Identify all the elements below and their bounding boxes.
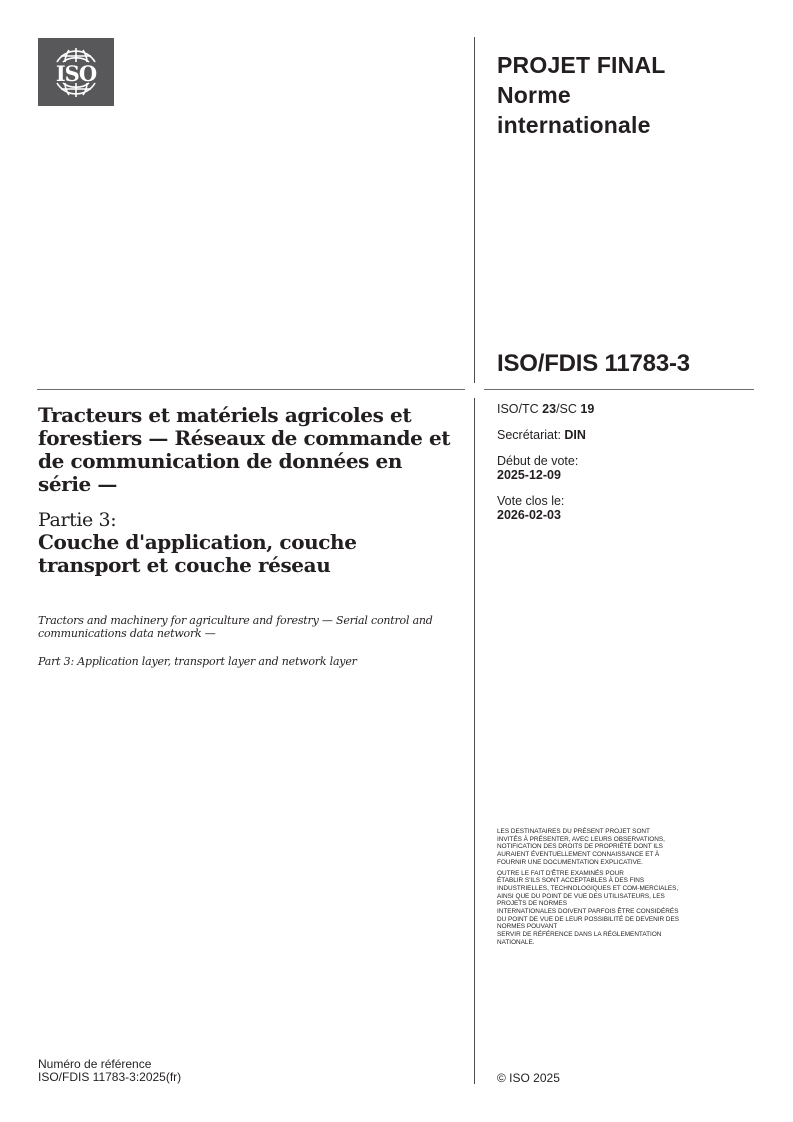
- notice-line: NATIONALE.: [497, 938, 535, 946]
- notice-line: ÉTABLIR S'ILS SONT ACCEPTABLES À DES FINS: [497, 877, 645, 885]
- notice-line: NOTIFICATION DES DROITS DE PROPRIÉTÉ DONT ILS: [497, 843, 663, 851]
- tc-prefix: ISO/TC: [497, 402, 543, 416]
- notice-line: INVITÉS À PRÉSENTER, AVEC LEURS OBSERVATIONS,: [497, 835, 665, 843]
- notice-line: PROJETS DE NORMES: [497, 900, 567, 908]
- vote-start: [497, 454, 578, 482]
- reference-label: Numéro de référence: [38, 1057, 152, 1071]
- notice-line: AINSI QUE DU POINT DE VUE DES UTILISATEURS, LES: [497, 892, 665, 900]
- notice-line: LES DESTINATAIRES DU PRÉSENT PROJET SONT: [497, 828, 650, 835]
- vote-close: [497, 494, 564, 522]
- english-part-title: Part 3: Application layer, transport layer and network layer: [38, 655, 357, 668]
- notice-line: OUTRE LE FAIT D'ÊTRE EXAMINÉS POUR: [497, 869, 624, 877]
- reference-number: ISO/FDIS 11783-3:2025(fr): [38, 1070, 182, 1084]
- iso-logo: [38, 38, 114, 106]
- vertical-divider-top: [474, 37, 475, 383]
- sc-prefix: /SC: [556, 402, 581, 416]
- title-block: [38, 404, 458, 577]
- notice-line: INTERNATIONALES DOIVENT PARFOIS ÊTRE CONSIDÉRÉS: [497, 908, 679, 916]
- secretariat-label: Secrétariat:: [497, 428, 565, 442]
- vote-start-date: 2025-12-09: [497, 468, 561, 482]
- main-title: Tracteurs et matériels agricoles et forestiers — Réseaux de commande et de communication de données en série —: [38, 403, 451, 496]
- committee-reference: [497, 402, 594, 416]
- document-number: ISO/FDIS 11783-3: [497, 350, 690, 377]
- sc-number: 19: [580, 402, 595, 416]
- horizontal-rule-left: [37, 389, 465, 390]
- stage-line-3: internationale: [497, 112, 651, 138]
- stage-line-1: PROJET FINAL: [497, 52, 666, 78]
- vote-close-label: Vote clos le:: [497, 494, 565, 508]
- notice-line: FOURNIR UNE DOCUMENTATION EXPLICATIVE.: [497, 858, 643, 866]
- copyright: © ISO 2025: [497, 1071, 560, 1085]
- horizontal-rule-right: [484, 389, 754, 390]
- tc-number: 23: [542, 402, 557, 416]
- secretariat-value: DIN: [564, 428, 586, 442]
- iso-logo-icon: [43, 42, 109, 102]
- vertical-divider-bottom: [474, 398, 475, 1084]
- iso-logo-text: ISO: [55, 61, 97, 86]
- document-stage: [497, 50, 666, 140]
- english-main-title: Tractors and machinery for agriculture and forestry — Serial control and communications data network —: [38, 614, 433, 640]
- notice-line: DU POINT DE VUE DE LEUR POSSIBILITÉ DE DEVENIR DES: [497, 915, 680, 923]
- notice-line: NORMES POUVANT: [497, 923, 558, 931]
- stage-line-2: Norme: [497, 82, 571, 108]
- vote-start-label: Début de vote:: [497, 454, 579, 468]
- secretariat: [497, 428, 586, 442]
- notice-line: SERVIR DE RÉFÉRENCE DANS LA RÉGLEMENTATION: [497, 931, 662, 939]
- notice-paragraph-1: [497, 828, 757, 867]
- part-label: Partie 3:: [38, 509, 117, 531]
- notice-line: INDUSTRIELLES, TECHNOLOGIQUES ET COM-MERCIALES,: [497, 884, 679, 892]
- notice-line: AURAIENT ÉVENTUELLEMENT CONNAISSANCE ET À: [497, 851, 660, 859]
- draft-notice: [497, 828, 757, 950]
- part-title: Couche d'application, couche transport et couche réseau: [38, 530, 357, 577]
- vote-close-date: 2026-02-03: [497, 508, 561, 522]
- reference-number-block: [38, 1058, 181, 1084]
- notice-paragraph-2: [497, 870, 757, 947]
